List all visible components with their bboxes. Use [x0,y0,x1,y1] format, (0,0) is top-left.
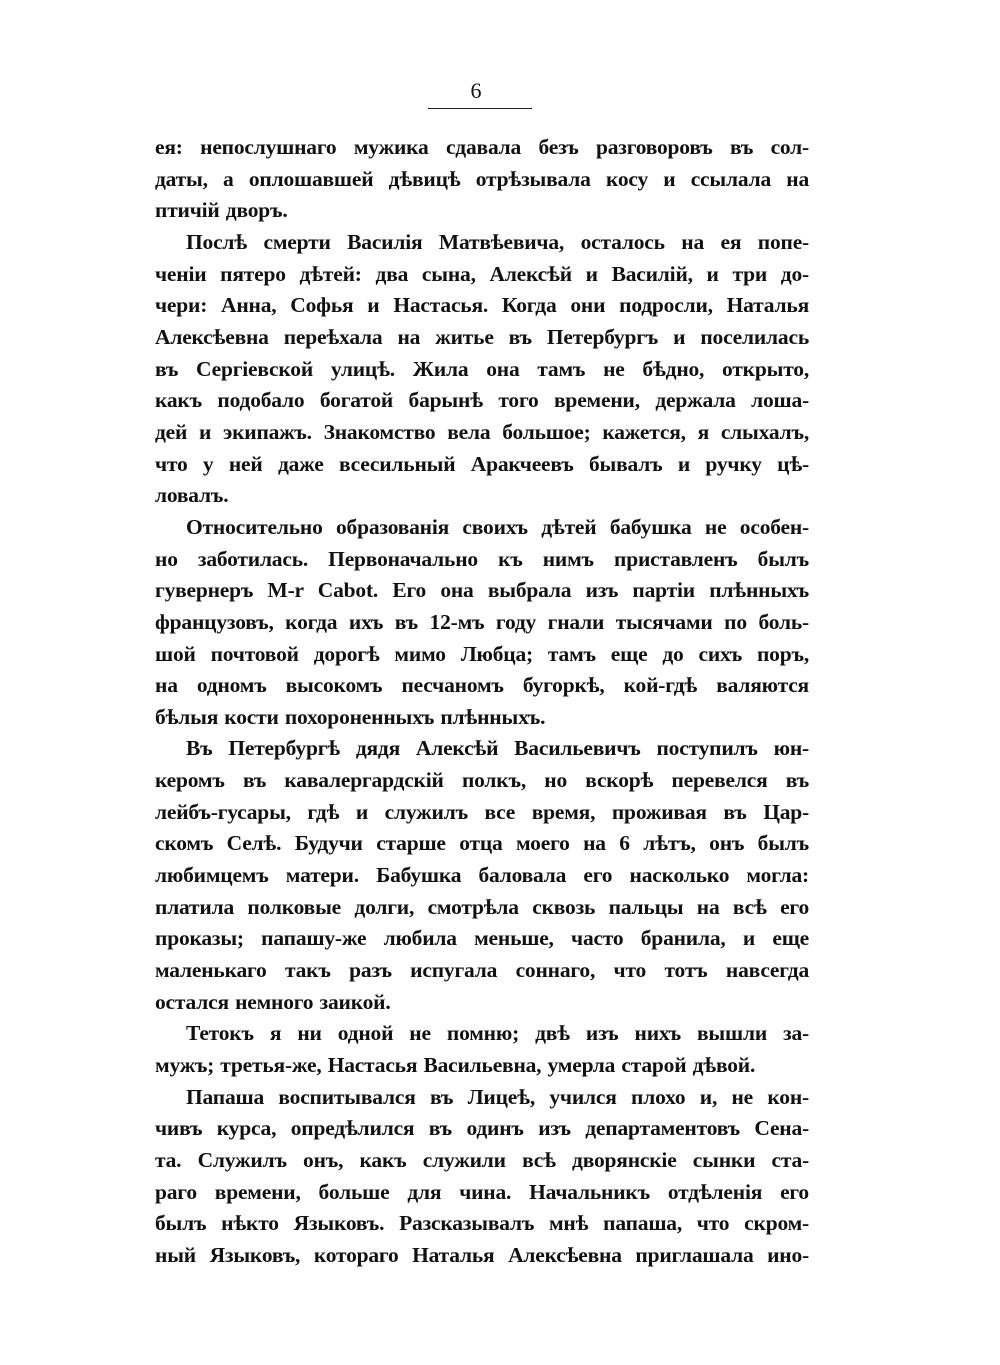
text-line [155,1113,809,1145]
text-line-content: Тетокъ я ни одной не помню; двѣ изъ нихъ вышли за- [186,1021,809,1046]
paragraph [155,733,809,1018]
text-line [155,512,809,544]
text-line-content: Въ Петербургѣ дядя Алексѣй Васильевичъ поступилъ юн- [186,736,809,761]
text-line-content: керомъ въ кавалергардскій полкъ, но вскорѣ перевелся въ [155,768,809,793]
text-line [155,987,809,1019]
text-line-content: даты, а оплошавшей дѣвицѣ отрѣзывала косу и ссылала на [155,166,809,191]
text-line-content: бѣлыя кости похороненныхъ плѣнныхъ. [155,704,546,729]
text-line [155,797,809,829]
text-line [155,1018,809,1050]
text-line [155,575,809,607]
paragraph [155,512,809,734]
text-line [155,860,809,892]
text-line-content: Относительно образованія своихъ дѣтей бабушка не особен- [186,514,809,539]
text-line [155,132,809,164]
text-line-content: ловалъ. [155,483,229,508]
text-line-content: Послѣ смерти Василія Матвѣевича, осталось на ея попе- [186,229,809,254]
paragraph [155,1082,809,1272]
paragraph [155,132,809,227]
text-line-content: Папаша воспитывался въ Лицеѣ, учился плохо и, не кон- [186,1084,809,1109]
text-line-content: чери: Анна, Софья и Настасья. Когда они подросли, Наталья [155,293,809,318]
text-line-content: на одномъ высокомъ песчаномъ бугоркѣ, кой-гдѣ валяются [155,673,809,698]
text-line [155,322,809,354]
text-line [155,354,809,386]
text-line [155,955,809,987]
text-line [155,639,809,671]
text-line [155,1208,809,1240]
text-line [155,449,809,481]
text-line [155,1082,809,1114]
text-line-content: ченіи пятеро дѣтей: два сына, Алексѣй и Василій, и три до- [155,261,809,286]
text-line [155,1240,809,1272]
text-line-content: мужъ; третья-же, Настасья Васильевна, умерла старой дѣвой. [155,1053,756,1078]
text-line-content: маленькаго такъ разъ испугала соннаго, что тотъ навсегда [155,958,809,983]
text-line [155,290,809,322]
text-line-content: остался немного заикой. [155,989,391,1014]
text-line-content: дей и экипажъ. Знакомство вела большое; кажется, я слыхалъ, [155,419,809,444]
text-line [155,195,809,227]
text-line-content: та. Служилъ онъ, какъ служили всѣ дворянскіе сынки ста- [155,1148,809,1172]
text-line [155,227,809,259]
text-line-content: французовъ, когда ихъ въ 12-мъ году гнали тысячами по боль- [155,609,809,634]
text-line [155,544,809,576]
text-line-content: раго времени, больше для чина. Начальникъ отдѣленія его [155,1179,809,1204]
page-body-text [155,132,809,1272]
page-number: 6 [470,78,482,103]
text-line [155,1177,809,1209]
text-line [155,385,809,417]
header-rule [428,108,532,109]
text-line [155,164,809,196]
paragraph [155,227,809,512]
text-line-content: какъ подобало богатой барынѣ того времени, держала лоша- [155,388,809,413]
text-line-content: ный Языковъ, котораго Наталья Алексѣевна приглашала ино- [155,1242,809,1267]
paragraph [155,1018,809,1081]
text-line-content: былъ нѣкто Языковъ. Разсказывалъ мнѣ папаша, что скром- [155,1211,809,1236]
text-line [155,923,809,955]
text-line-content: гувернеръ M-r Cabot. Его она выбрала изъ партіи плѣнныхъ [155,578,809,603]
text-line-content: Алексѣевна переѣхала на житье въ Петербургъ и поселилась [155,324,809,349]
text-line [155,892,809,924]
text-line-content: чивъ курса, опредѣлился въ одинъ изъ департаментовъ Сена- [155,1116,809,1141]
text-line-content: скомъ Селѣ. Будучи старше отца моего на 6 лѣтъ, онъ былъ [155,831,809,856]
text-line [155,1145,809,1177]
text-line [155,765,809,797]
text-line-content: ея: непослушнаго мужика сдавала безъ разговоровъ въ сол- [155,135,809,159]
text-line-content: проказы; папашу-же любила меньше, часто бранила, и еще [155,926,809,951]
text-line [155,417,809,449]
text-line-content: но заботилась. Первоначально къ нимъ приставленъ былъ [155,546,809,571]
text-line-content: любимцемъ матери. Бабушка баловала его насколько могла: [155,863,809,888]
text-line [155,670,809,702]
text-line-content: лейбъ-гусары, гдѣ и служилъ все время, проживая въ Цар- [155,799,809,824]
text-line [155,733,809,765]
text-line [155,480,809,512]
text-line [155,702,809,734]
text-line-content: что у ней даже всесильный Аракчеевъ бывалъ и ручку цѣ- [155,451,809,476]
text-line [155,828,809,860]
text-line-content: платила полковые долги, смотрѣла сквозь пальцы на всѣ его [155,894,809,919]
text-line-content: птичій дворъ. [155,198,288,223]
text-line [155,259,809,291]
text-line-content: въ Сергіевской улицѣ. Жила она тамъ не бѣдно, открыто, [155,356,809,381]
text-line [155,1050,809,1082]
text-line [155,607,809,639]
text-line-content: шой почтовой дорогѣ мимо Любца; тамъ еще до сихъ поръ, [155,641,809,666]
